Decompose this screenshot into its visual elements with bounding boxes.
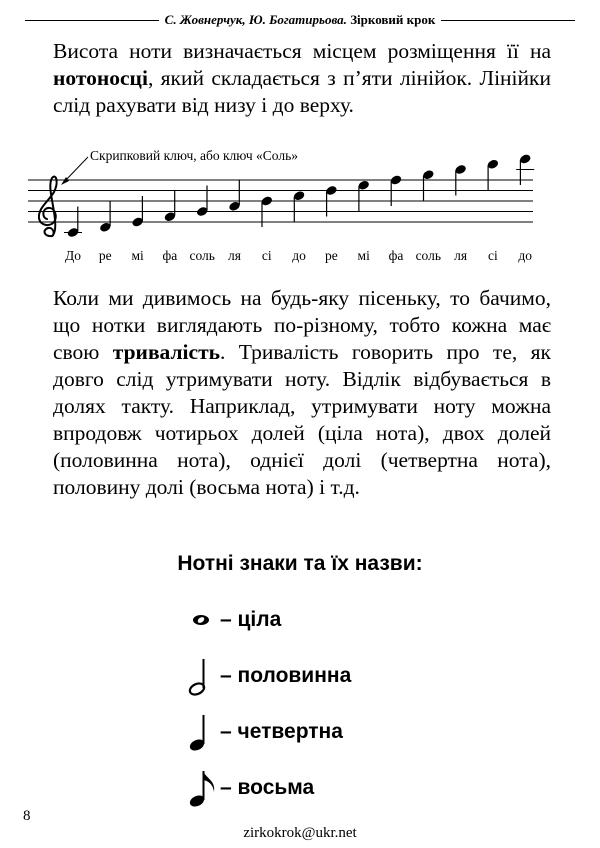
- legend-item-eighth: [186, 768, 314, 808]
- intro-paragraph: [53, 38, 551, 119]
- intro-text-1: Висота ноти визначається місцем розміщення її на: [53, 39, 551, 63]
- note-name-label: сі: [261, 248, 272, 263]
- note-name-label: фа: [162, 248, 178, 263]
- intro-bold-term: нотоносці: [53, 66, 148, 90]
- note-name-labels: [65, 248, 532, 263]
- page-number: 8: [23, 808, 31, 824]
- footer-email: zirkokrok@ukr.net: [243, 825, 357, 841]
- legend-item-whole: [186, 600, 281, 640]
- note-name-label: ре: [98, 248, 112, 263]
- note-name-label: мі: [131, 248, 144, 263]
- header-title: [159, 12, 442, 28]
- intro-text-2: , який складається з п’яти лінійок. Лінійки слід рахувати від низу і до верху.: [53, 66, 551, 117]
- duration-paragraph: [53, 285, 551, 501]
- staff-note: [293, 190, 306, 222]
- quarter-note-icon: [186, 712, 220, 752]
- note-name-label: до: [292, 248, 306, 263]
- note-name-label: фа: [388, 248, 404, 263]
- staff-note: [486, 158, 499, 190]
- treble-clef-icon: [39, 177, 57, 237]
- legend-item-quarter: [186, 712, 343, 752]
- whole-note-icon: [186, 600, 220, 640]
- note-name-label: соль: [415, 248, 442, 263]
- caption-arrow: [61, 157, 88, 185]
- note-name-label: ля: [228, 248, 241, 263]
- note-name-label: соль: [189, 248, 215, 263]
- staff-note: [422, 169, 435, 201]
- note-name-label: до: [518, 248, 533, 263]
- legend-label-whole: – ціла: [220, 608, 282, 631]
- staff-note: [99, 201, 112, 233]
- legend-label-eighth: – восьма: [220, 776, 315, 799]
- half-note-icon: [186, 656, 220, 696]
- note-name-label: ля: [454, 248, 468, 263]
- music-staff-figure: [28, 140, 563, 270]
- duration-bold-term: тривалість: [112, 340, 221, 364]
- legend-title: Нотні знаки та їх назви:: [177, 552, 423, 575]
- header-authors: С. Жовнерчук, Ю. Богатирьова.: [164, 12, 347, 27]
- header-rule-left: [25, 20, 159, 21]
- note-name-label: мі: [357, 248, 370, 263]
- running-header: [25, 10, 575, 30]
- note-name-label: До: [65, 248, 81, 263]
- note-name-label: ре: [325, 248, 338, 263]
- duration-text-2: . Тривалість говорить про те, як довго слід утримувати ноту. Відлік відбувається в долях такту. Наприклад, утримувати ноту можна впродовж чотирьох долей (ціла нота), двох долей (половинна нота), однієї долі (четвертна нота), половину долі (восьма нота) і т.д.: [53, 340, 552, 499]
- staff-notes: [64, 153, 534, 238]
- clef-caption: Скрипковий ключ, або ключ «Соль»: [90, 148, 298, 163]
- legend-label-half: – половинна: [220, 664, 352, 687]
- eighth-note-icon: [186, 768, 220, 808]
- legend-item-half: [186, 656, 351, 696]
- header-rule-right: [441, 20, 575, 21]
- duration-text-1: Коли ми дивимось на будь-яку пісеньку, то бачимо, що нотки виглядають по-різному, тобто кожна має свою: [53, 286, 551, 364]
- header-book-title: Зірковий крок: [350, 12, 436, 27]
- staff-note: [228, 180, 241, 212]
- legend-label-quarter: – четвертна: [220, 720, 343, 743]
- note-name-label: сі: [488, 248, 498, 263]
- staff-lines: [28, 180, 533, 222]
- staff-note: [357, 179, 370, 211]
- staff-note: [163, 191, 176, 223]
